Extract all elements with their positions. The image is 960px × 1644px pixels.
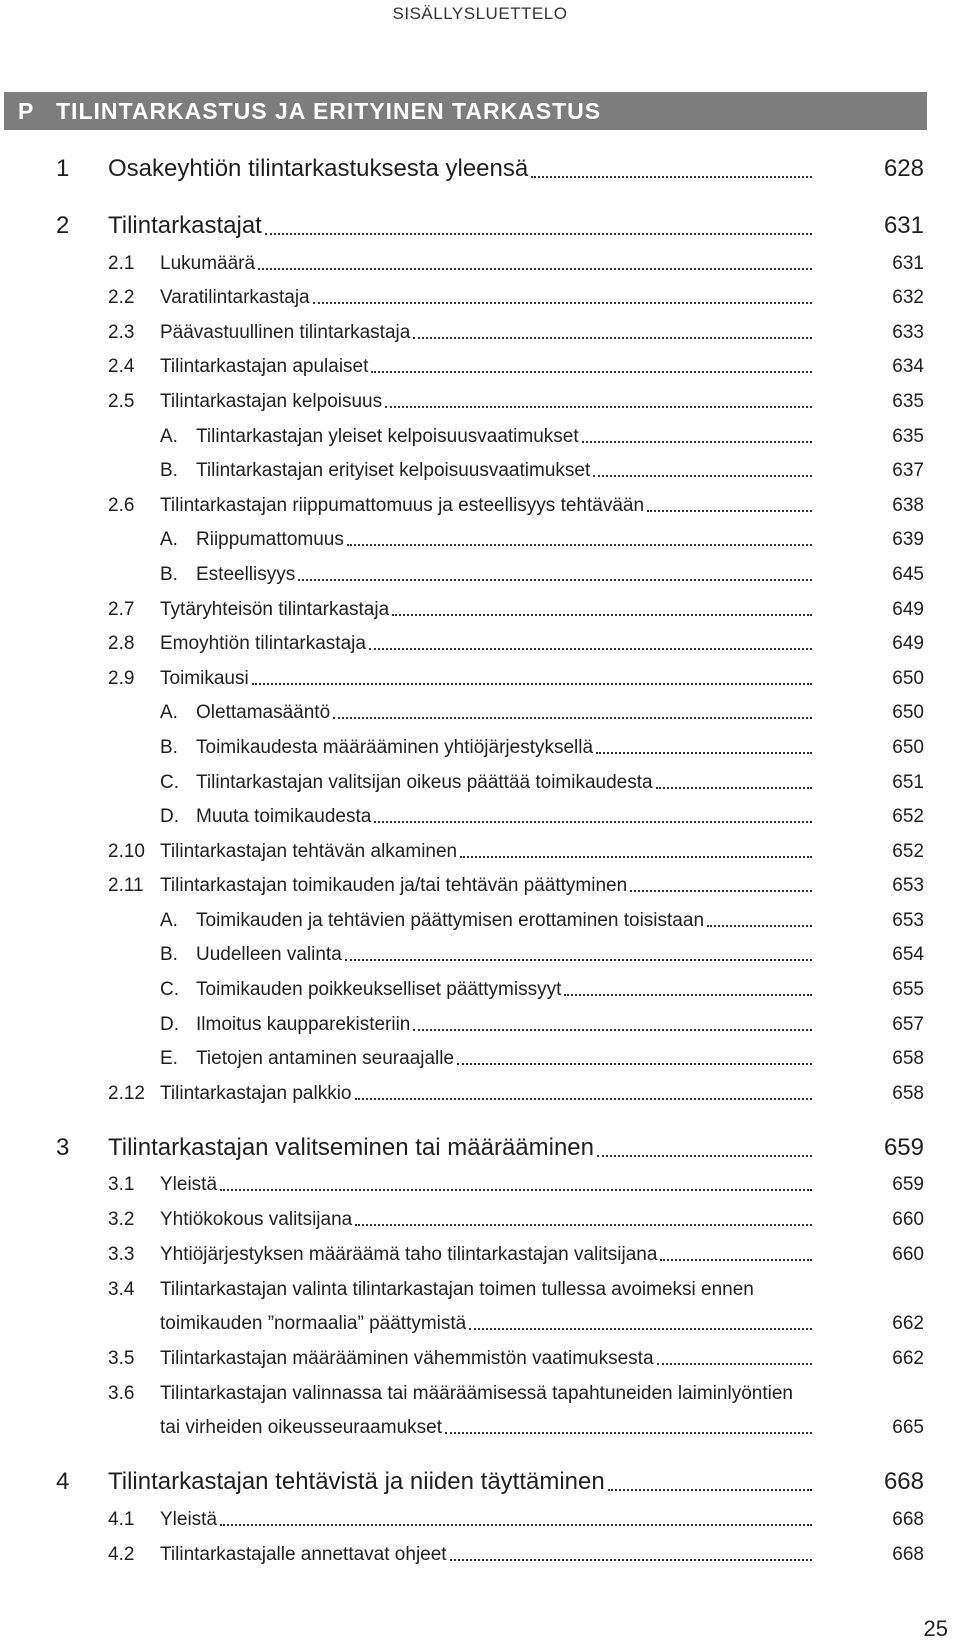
toc-entry-title: Toimikaudesta määrääminen yhtiöjärjestyksellä xyxy=(196,736,594,758)
toc-entry-line xyxy=(196,772,814,794)
dot-leader xyxy=(385,405,812,408)
toc-entry-page: 635 xyxy=(892,425,924,447)
toc-entry-page: 653 xyxy=(892,909,924,931)
toc-entry-number: B. xyxy=(160,460,178,482)
toc-entry-title: Riippumattomuus xyxy=(196,529,344,551)
toc-entry-number: B. xyxy=(160,563,178,585)
dot-leader xyxy=(630,889,812,892)
toc-entry-line xyxy=(108,212,814,240)
toc-entry-title: Tilintarkastajan erityiset kelpoisuusvaatimukset xyxy=(196,460,591,482)
dot-leader xyxy=(345,958,812,961)
toc-entry-title: Tietojen antaminen seuraajalle xyxy=(196,1048,455,1070)
toc-entry-title: Tilintarkastajan määrääminen vähemmistön vaatimuksesta xyxy=(160,1347,654,1369)
toc-section-row xyxy=(0,586,960,621)
toc-entry-title: Toimikauden ja tehtävien päättymisen erottaminen toisistaan xyxy=(196,909,705,931)
toc-entry-number: 2.8 xyxy=(108,633,135,655)
toc-chapter-row xyxy=(0,1451,960,1496)
toc-entry-number: 2.5 xyxy=(108,390,135,412)
toc-entry-number: 2.11 xyxy=(108,875,144,897)
dot-leader xyxy=(460,855,812,858)
toc-subsection-row xyxy=(0,932,960,967)
toc-entry-title: Tilintarkastajan valitsijan oikeus päättää toimikaudesta xyxy=(196,771,653,793)
dot-leader xyxy=(313,301,812,304)
dot-leader xyxy=(608,1488,812,1491)
toc-entry-title: Tilintarkastajan apulaiset xyxy=(160,356,369,378)
toc-entry-page: 658 xyxy=(892,1048,924,1070)
toc-entry-title: Tilintarkastajan kelpoisuus xyxy=(160,390,383,412)
toc-entry-number: 2.9 xyxy=(108,667,135,689)
toc-entry-number: 4.1 xyxy=(108,1509,135,1530)
toc-entry-page: 631 xyxy=(883,212,924,239)
toc-subsection-row xyxy=(0,690,960,725)
dot-leader xyxy=(413,336,812,339)
toc-entry-line xyxy=(160,1383,814,1405)
toc-subsection-row xyxy=(0,1001,960,1036)
toc-entry-page: 645 xyxy=(892,563,924,585)
toc-section-row xyxy=(0,1162,960,1197)
toc-entry-title: Varatilintarkastaja xyxy=(160,287,310,309)
toc-entry-line xyxy=(160,599,814,621)
toc-entry-number: 2.3 xyxy=(108,321,135,343)
dot-leader xyxy=(660,1258,812,1261)
toc-entry-number: 2.4 xyxy=(108,356,135,378)
toc-entry-page: 633 xyxy=(892,321,924,343)
toc-entry-line xyxy=(160,1279,814,1301)
toc-section-row xyxy=(0,828,960,863)
toc-section-row xyxy=(0,863,960,898)
toc-entry-line xyxy=(160,495,814,517)
toc-entry-number: E. xyxy=(160,1048,178,1070)
toc-entry-page: 654 xyxy=(892,944,924,966)
dot-leader xyxy=(220,1523,812,1526)
dot-leader xyxy=(252,682,812,685)
toc-entry-line xyxy=(160,1348,814,1370)
toc-entry-line xyxy=(108,1134,814,1162)
dot-leader xyxy=(597,1154,812,1157)
dot-leader xyxy=(469,1327,812,1330)
toc-entry-page: 649 xyxy=(892,633,924,655)
toc-entry-number: 2.12 xyxy=(108,1082,145,1104)
toc-section-row xyxy=(0,1370,960,1405)
toc-entry-page: 652 xyxy=(892,840,924,862)
dot-leader xyxy=(258,267,812,270)
toc-subsection-row xyxy=(0,897,960,932)
toc-section-continuation-row xyxy=(0,1301,960,1336)
toc-entry-title: Tilintarkastajan palkkio xyxy=(160,1082,352,1104)
toc-entry-number: 2.7 xyxy=(108,598,135,620)
toc-entry-number: 3.4 xyxy=(108,1278,135,1300)
toc-section-row xyxy=(0,1266,960,1301)
toc-entry-line xyxy=(160,1544,814,1566)
toc-section-row xyxy=(0,309,960,344)
dot-leader xyxy=(445,1431,812,1434)
toc-entry-line xyxy=(160,322,814,344)
dot-leader xyxy=(220,1188,812,1191)
toc-entry-line xyxy=(160,1313,814,1335)
toc-entry-line xyxy=(196,529,814,551)
toc-section-row xyxy=(0,1531,960,1566)
toc-entry-page: 634 xyxy=(892,356,924,378)
toc-entry-line xyxy=(160,1244,814,1266)
toc-entry-line xyxy=(160,391,814,413)
toc-entry-line xyxy=(196,1048,814,1070)
toc-entry-title: Yleistä xyxy=(160,1174,218,1196)
toc-entry-title: Yhtiökokous valitsijana xyxy=(160,1209,353,1231)
toc-entry-title: Tilintarkastajan valinnassa tai määräämisessä tapahtuneiden laiminlyöntien xyxy=(160,1382,793,1404)
toc-entry-page: 637 xyxy=(892,460,924,482)
toc-section-row xyxy=(0,482,960,517)
dot-leader xyxy=(413,1028,812,1031)
toc-subsection-row xyxy=(0,794,960,829)
dot-leader xyxy=(333,716,812,719)
dot-leader xyxy=(355,1097,813,1100)
toc-entry-title: Tilintarkastajan valitseminen tai määrääminen xyxy=(108,1133,594,1161)
toc-entry-page: 635 xyxy=(892,390,924,412)
toc-entry-title: Emoyhtiön tilintarkastaja xyxy=(160,633,366,655)
toc-entry-title: Olettamasääntö xyxy=(196,702,331,724)
toc-subsection-row xyxy=(0,448,960,483)
toc-section-row xyxy=(0,240,960,275)
toc-entry-title: Tilintarkastajan toimikauden ja/tai tehtävän päättyminen xyxy=(160,875,628,897)
toc-subsection-row xyxy=(0,966,960,1001)
toc-entry-page: 631 xyxy=(892,252,924,274)
toc-chapter-row xyxy=(0,138,960,183)
toc-entry-number: 1 xyxy=(56,155,70,182)
part-heading-bar xyxy=(4,92,927,130)
toc-entry-title: Lukumäärä xyxy=(160,252,256,274)
toc-entry-number: 4 xyxy=(56,1468,70,1496)
toc-entry-title: Muuta toimikaudesta xyxy=(196,806,372,828)
toc-section-row xyxy=(0,1335,960,1370)
toc-entry-number: 3.6 xyxy=(108,1382,135,1404)
toc-entry-line xyxy=(160,875,814,897)
page-number: 25 xyxy=(923,1616,948,1641)
toc-entry-page: 662 xyxy=(892,1313,924,1335)
toc-subsection-row xyxy=(0,517,960,552)
toc-entry-title: Yleistä xyxy=(160,1509,218,1530)
toc-entry-title: Ilmoitus kaupparekisteriin xyxy=(196,1013,411,1035)
toc-entry-title: Tilintarkastajan riippumattomuus ja esteellisyys tehtävään xyxy=(160,494,645,516)
toc-entry-title: Esteellisyys xyxy=(196,563,296,585)
toc-entry-number: D. xyxy=(160,806,179,828)
dot-leader xyxy=(392,613,812,616)
toc-entry-page: 662 xyxy=(892,1347,924,1369)
toc-entry-number: 3.1 xyxy=(108,1174,135,1196)
part-title: TILINTARKASTUS JA ERITYINEN TARKASTUS xyxy=(56,97,602,124)
dot-leader xyxy=(355,1223,812,1226)
dot-leader xyxy=(531,175,812,178)
toc-entry-line xyxy=(196,702,814,724)
toc-subsection-row xyxy=(0,759,960,794)
toc-entry-line xyxy=(196,1014,814,1036)
toc-entry-number: 2.2 xyxy=(108,287,135,309)
dot-leader xyxy=(369,647,812,650)
dot-leader xyxy=(298,578,812,581)
toc-entry-page: 665 xyxy=(892,1417,924,1439)
dot-leader xyxy=(593,474,812,477)
toc-entry-line xyxy=(196,979,814,1001)
dot-leader xyxy=(647,509,812,512)
toc-entry-number: 3 xyxy=(56,1133,70,1161)
toc-entry-page: 653 xyxy=(892,875,924,897)
toc-entry-line xyxy=(160,1417,814,1439)
toc-section-row xyxy=(0,378,960,413)
toc-entry-number: 3.3 xyxy=(108,1243,135,1265)
toc-entry-page: 668 xyxy=(883,1468,924,1496)
toc-entry-page: 638 xyxy=(892,494,924,516)
dot-leader xyxy=(347,543,812,546)
toc-entry-line xyxy=(160,356,814,378)
toc-entry-line xyxy=(160,1174,814,1196)
toc-entry-line xyxy=(108,155,814,183)
toc-entry-line xyxy=(196,806,814,828)
toc-entry-page: 639 xyxy=(892,529,924,551)
part-letter: P xyxy=(18,97,35,124)
toc-entry-line xyxy=(196,944,814,966)
toc-entry-title: Tilintarkastajat xyxy=(108,212,262,239)
toc-entry-page: 660 xyxy=(892,1209,924,1231)
toc-entry-line xyxy=(160,668,814,690)
table-of-contents xyxy=(0,138,960,1566)
running-head: SISÄLLYSLUETTELO xyxy=(392,4,568,23)
toc-entry-number: 3.5 xyxy=(108,1347,135,1369)
toc-entry-page: 632 xyxy=(892,287,924,309)
dot-leader xyxy=(564,993,812,996)
dot-leader xyxy=(265,232,812,235)
toc-entry-line xyxy=(196,564,814,586)
toc-entry-line xyxy=(196,737,814,759)
toc-entry-page: 650 xyxy=(892,667,924,689)
toc-entry-number: 3.2 xyxy=(108,1209,135,1231)
toc-entry-line xyxy=(160,633,814,655)
toc-entry-number: 2.6 xyxy=(108,494,135,516)
toc-entry-page: 652 xyxy=(892,806,924,828)
toc-entry-number: A. xyxy=(160,909,178,931)
toc-entry-title: Tilintarkastajan yleiset kelpoisuusvaatimukset xyxy=(196,425,579,447)
toc-entry-title-continued: tai virheiden oikeusseuraamukset xyxy=(160,1417,442,1439)
toc-entry-title: Päävastuullinen tilintarkastaja xyxy=(160,321,411,343)
toc-section-continuation-row xyxy=(0,1405,960,1440)
dot-leader xyxy=(596,751,812,754)
toc-entry-page: 650 xyxy=(892,736,924,758)
toc-section-row xyxy=(0,275,960,310)
toc-entry-title: Tytäryhteisön tilintarkastaja xyxy=(160,598,390,620)
toc-entry-page: 650 xyxy=(892,702,924,724)
toc-entry-title: Tilintarkastajan valinta tilintarkastajan toimen tullessa avoimeksi ennen xyxy=(160,1278,754,1300)
toc-entry-title: Uudelleen valinta xyxy=(196,944,342,966)
toc-entry-line xyxy=(108,1468,814,1496)
toc-section-row xyxy=(0,1496,960,1531)
toc-entry-line xyxy=(160,253,814,275)
toc-entry-page: 655 xyxy=(892,979,924,1001)
toc-section-row xyxy=(0,621,960,656)
toc-entry-number: 2 xyxy=(56,212,70,239)
dot-leader xyxy=(457,1062,812,1065)
toc-entry-line xyxy=(196,426,814,448)
toc-entry-title: Osakeyhtiön tilintarkastuksesta yleensä xyxy=(108,155,529,182)
toc-entry-line xyxy=(160,287,814,309)
toc-subsection-row xyxy=(0,551,960,586)
toc-entry-page: 660 xyxy=(892,1243,924,1265)
toc-entry-page: 649 xyxy=(892,598,924,620)
toc-section-row xyxy=(0,344,960,379)
dot-leader xyxy=(656,786,812,789)
toc-entry-number: D. xyxy=(160,1013,179,1035)
dot-leader xyxy=(450,1558,812,1561)
toc-entry-page: 668 xyxy=(892,1543,924,1565)
toc-entry-page: 651 xyxy=(892,771,924,793)
toc-entry-title: Tilintarkastajan tehtävän alkaminen xyxy=(160,840,458,862)
toc-entry-page: 658 xyxy=(892,1082,924,1104)
dot-leader xyxy=(582,440,812,443)
toc-entry-number: B. xyxy=(160,944,178,966)
toc-subsection-row xyxy=(0,1036,960,1071)
dot-leader xyxy=(374,820,812,823)
toc-chapter-row xyxy=(0,195,960,240)
toc-section-row xyxy=(0,1070,960,1105)
toc-entry-title: Tilintarkastajalle annettavat ohjeet xyxy=(160,1543,447,1565)
toc-entry-number: 4.2 xyxy=(108,1543,135,1565)
toc-entry-number: A. xyxy=(160,529,178,551)
toc-entry-line xyxy=(196,910,814,932)
toc-subsection-row xyxy=(0,724,960,759)
dot-leader xyxy=(657,1362,812,1365)
toc-entry-title: Toimikausi xyxy=(160,667,249,689)
dot-leader xyxy=(371,370,812,373)
toc-entry-number: C. xyxy=(160,979,179,1001)
dot-leader xyxy=(707,924,812,927)
toc-entry-number: 2.10 xyxy=(108,840,145,862)
toc-entry-line xyxy=(160,1083,814,1105)
toc-entry-number: 2.1 xyxy=(108,252,135,274)
toc-subsection-row xyxy=(0,413,960,448)
toc-entry-page: 668 xyxy=(892,1509,924,1530)
toc-entry-number: C. xyxy=(160,771,179,793)
toc-entry-number: B. xyxy=(160,736,178,758)
toc-section-row xyxy=(0,1196,960,1231)
toc-entry-page: 657 xyxy=(892,1013,924,1035)
toc-entry-line xyxy=(160,841,814,863)
toc-section-row xyxy=(0,1231,960,1266)
toc-entry-page: 659 xyxy=(892,1174,924,1196)
toc-entry-number: A. xyxy=(160,702,178,724)
toc-entry-title: Tilintarkastajan tehtävistä ja niiden täyttäminen xyxy=(108,1468,605,1496)
toc-entry-line xyxy=(160,1509,814,1531)
toc-entry-title: Yhtiöjärjestyksen määräämä taho tilintarkastajan valitsijana xyxy=(160,1243,658,1265)
toc-entry-title-continued: toimikauden ”normaalia” päättymistä xyxy=(160,1313,467,1335)
toc-entry-line xyxy=(196,460,814,482)
toc-entry-page: 628 xyxy=(883,155,924,182)
toc-entry-number: A. xyxy=(160,425,178,447)
toc-chapter-row xyxy=(0,1117,960,1162)
toc-entry-title: Toimikauden poikkeukselliset päättymissyyt xyxy=(196,979,562,1001)
toc-section-row xyxy=(0,655,960,690)
toc-entry-page: 659 xyxy=(883,1133,924,1161)
toc-entry-line xyxy=(160,1209,814,1231)
